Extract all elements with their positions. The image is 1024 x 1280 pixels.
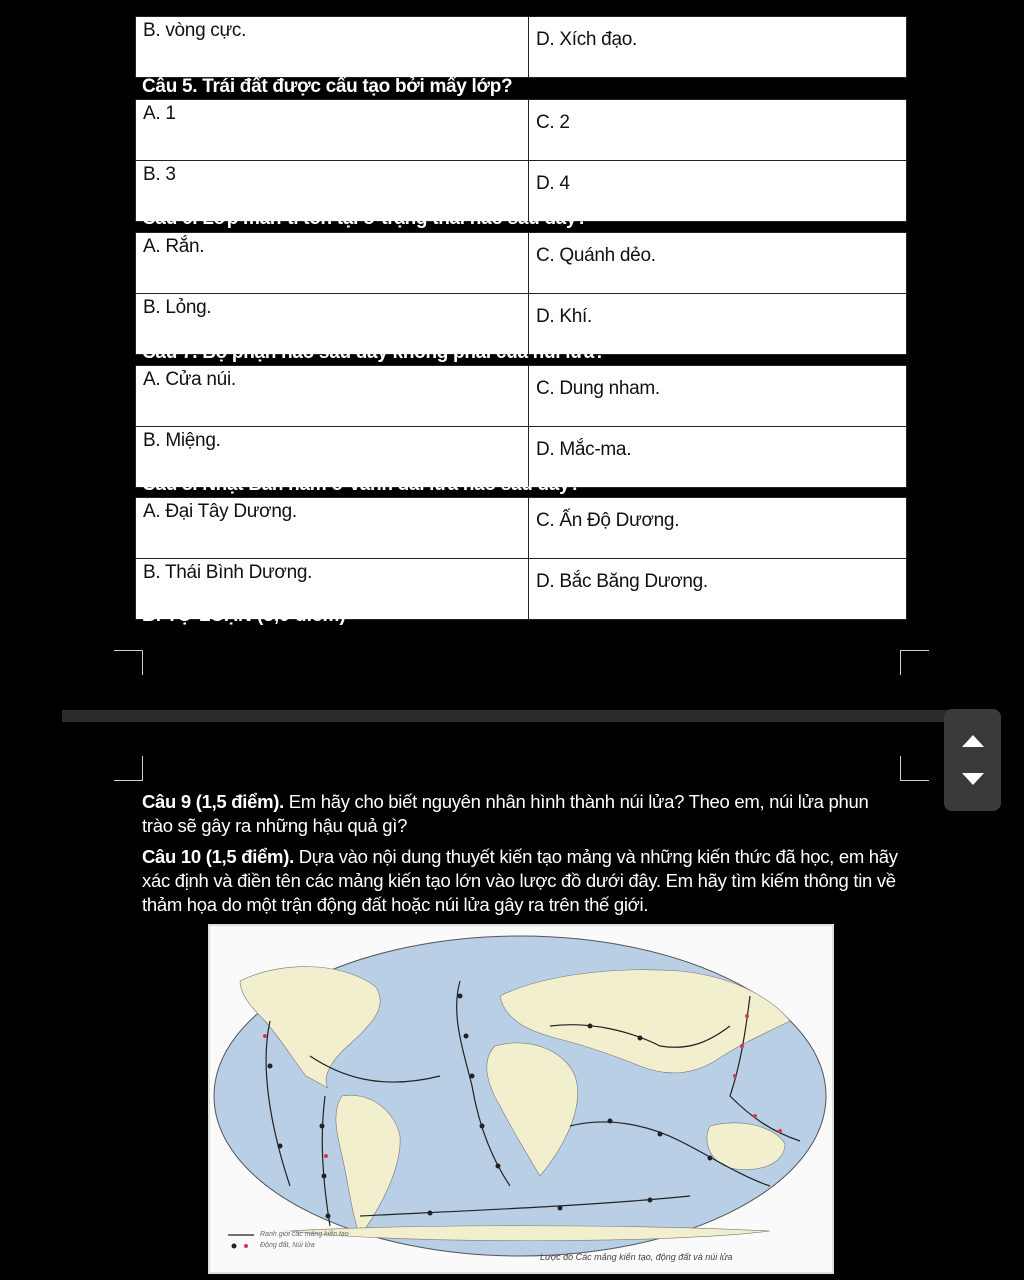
volcano-point <box>740 1044 744 1048</box>
crop-mark-bottom-left <box>114 650 143 675</box>
section-b-title: B. TỰ LUẬN (3,0 điểm) <box>142 605 346 626</box>
quake-point <box>464 1034 469 1039</box>
q10-text: Dựa vào nội dung thuyết kiến tạo mảng và những kiến thức đã học, em hãy xác định và điền tên các mảng kiến tạo lớn vào lược đồ dưới đây. Em hãy tìm kiếm thông tin về thảm họa do một trận động đất hoặc núi lửa gây ra trên thế giới. <box>142 846 898 915</box>
q8-option-a: A. Đại Tây Dương. <box>136 498 529 559</box>
q5-option-c: C. 2 <box>529 100 907 161</box>
q5-option-d: D. 4 <box>529 161 907 222</box>
volcano-point <box>745 1014 749 1018</box>
page-gap <box>62 710 962 722</box>
legend-dot-mark <box>232 1244 237 1249</box>
tectonic-map <box>208 924 834 1274</box>
volcano-point <box>324 1154 328 1158</box>
quake-point <box>588 1024 593 1029</box>
crop-mark-bottom-right <box>900 650 929 675</box>
q8-option-c: C. Ấn Độ Dương. <box>529 498 907 559</box>
q7-title: Câu 7. Bộ phận nào sau đây không phải của núi lửa? <box>142 342 606 363</box>
q5-options-table <box>135 99 907 222</box>
quake-point <box>658 1132 663 1137</box>
q9-paragraph <box>142 790 902 838</box>
quake-point <box>608 1119 613 1124</box>
legend-volcano-mark <box>244 1244 248 1248</box>
q7-option-c: C. Dung nham. <box>529 366 907 427</box>
document-page-2 <box>62 722 962 1280</box>
q8-title: Câu 8. Nhật Bản nằm ở vành đai lửa nào sau đây? <box>142 474 581 495</box>
quake-point <box>428 1211 433 1216</box>
quake-point <box>320 1124 325 1129</box>
crop-mark-top-left <box>114 756 143 781</box>
legend-quake-label: Động đất, Núi lửa <box>260 1242 315 1249</box>
page-scroll-control[interactable] <box>944 709 1001 811</box>
q10-paragraph <box>142 845 902 917</box>
q7-option-b: B. Miệng. <box>136 427 529 488</box>
quake-point <box>496 1164 501 1169</box>
q6-option-a: A. Rắn. <box>136 233 529 294</box>
q10-label: Câu 10 (1,5 điểm). <box>142 846 294 867</box>
quake-point <box>638 1036 643 1041</box>
q7-options-table <box>135 365 907 488</box>
quake-point <box>278 1144 283 1149</box>
q6-option-c: C. Quánh dẻo. <box>529 233 907 294</box>
map-caption: Lược đồ Các mảng kiến tạo, động đất và núi lửa <box>540 1252 733 1262</box>
quake-point <box>648 1198 653 1203</box>
quake-point <box>480 1124 485 1129</box>
q7-option-a: A. Cửa núi. <box>136 366 529 427</box>
legend-boundary-label: Ranh giới các mảng kiến tạo <box>260 1231 349 1238</box>
volcano-point <box>733 1074 737 1078</box>
q4-options-table <box>135 16 907 78</box>
q7-option-d: D. Mắc-ma. <box>529 427 907 488</box>
q8-option-b: B. Thái Bình Dương. <box>136 559 529 620</box>
q6-option-b: B. Lỏng. <box>136 294 529 355</box>
q8-options-table <box>135 497 907 620</box>
quake-point <box>326 1214 331 1219</box>
volcano-point <box>778 1129 782 1133</box>
document-page-1 <box>62 0 962 710</box>
q4-option-d: D. Xích đạo. <box>529 17 907 78</box>
volcano-point <box>263 1034 267 1038</box>
q6-option-d: D. Khí. <box>529 294 907 355</box>
q6-options-table <box>135 232 907 355</box>
quake-point <box>708 1156 713 1161</box>
q5-option-b: B. 3 <box>136 161 529 222</box>
tectonic-map-graphic <box>210 926 832 1272</box>
q9-text: Em hãy cho biết nguyên nhân hình thành núi lửa? Theo em, núi lửa phun trào sẽ gây ra những hậu quả gì? <box>142 791 869 836</box>
q9-label: Câu 9 (1,5 điểm). <box>142 791 284 812</box>
q4-option-b: B. vòng cực. <box>136 17 529 78</box>
volcano-point <box>753 1114 757 1118</box>
quake-point <box>322 1174 327 1179</box>
quake-point <box>470 1074 475 1079</box>
crop-mark-top-right <box>900 756 929 781</box>
quake-point <box>268 1064 273 1069</box>
quake-point <box>458 994 463 999</box>
quake-point <box>558 1206 563 1211</box>
triangle-up-icon[interactable] <box>962 735 984 747</box>
q8-option-d: D. Bắc Băng Dương. <box>529 559 907 620</box>
land-antarctica <box>290 1226 770 1241</box>
q5-option-a: A. 1 <box>136 100 529 161</box>
q6-title: Câu 6. Lớp man-ti tồn tại ở trạng thái nào sau đây? <box>142 208 588 229</box>
triangle-down-icon[interactable] <box>962 773 984 785</box>
q5-title: Câu 5. Trái đất được cấu tạo bởi mấy lớp? <box>142 76 513 97</box>
